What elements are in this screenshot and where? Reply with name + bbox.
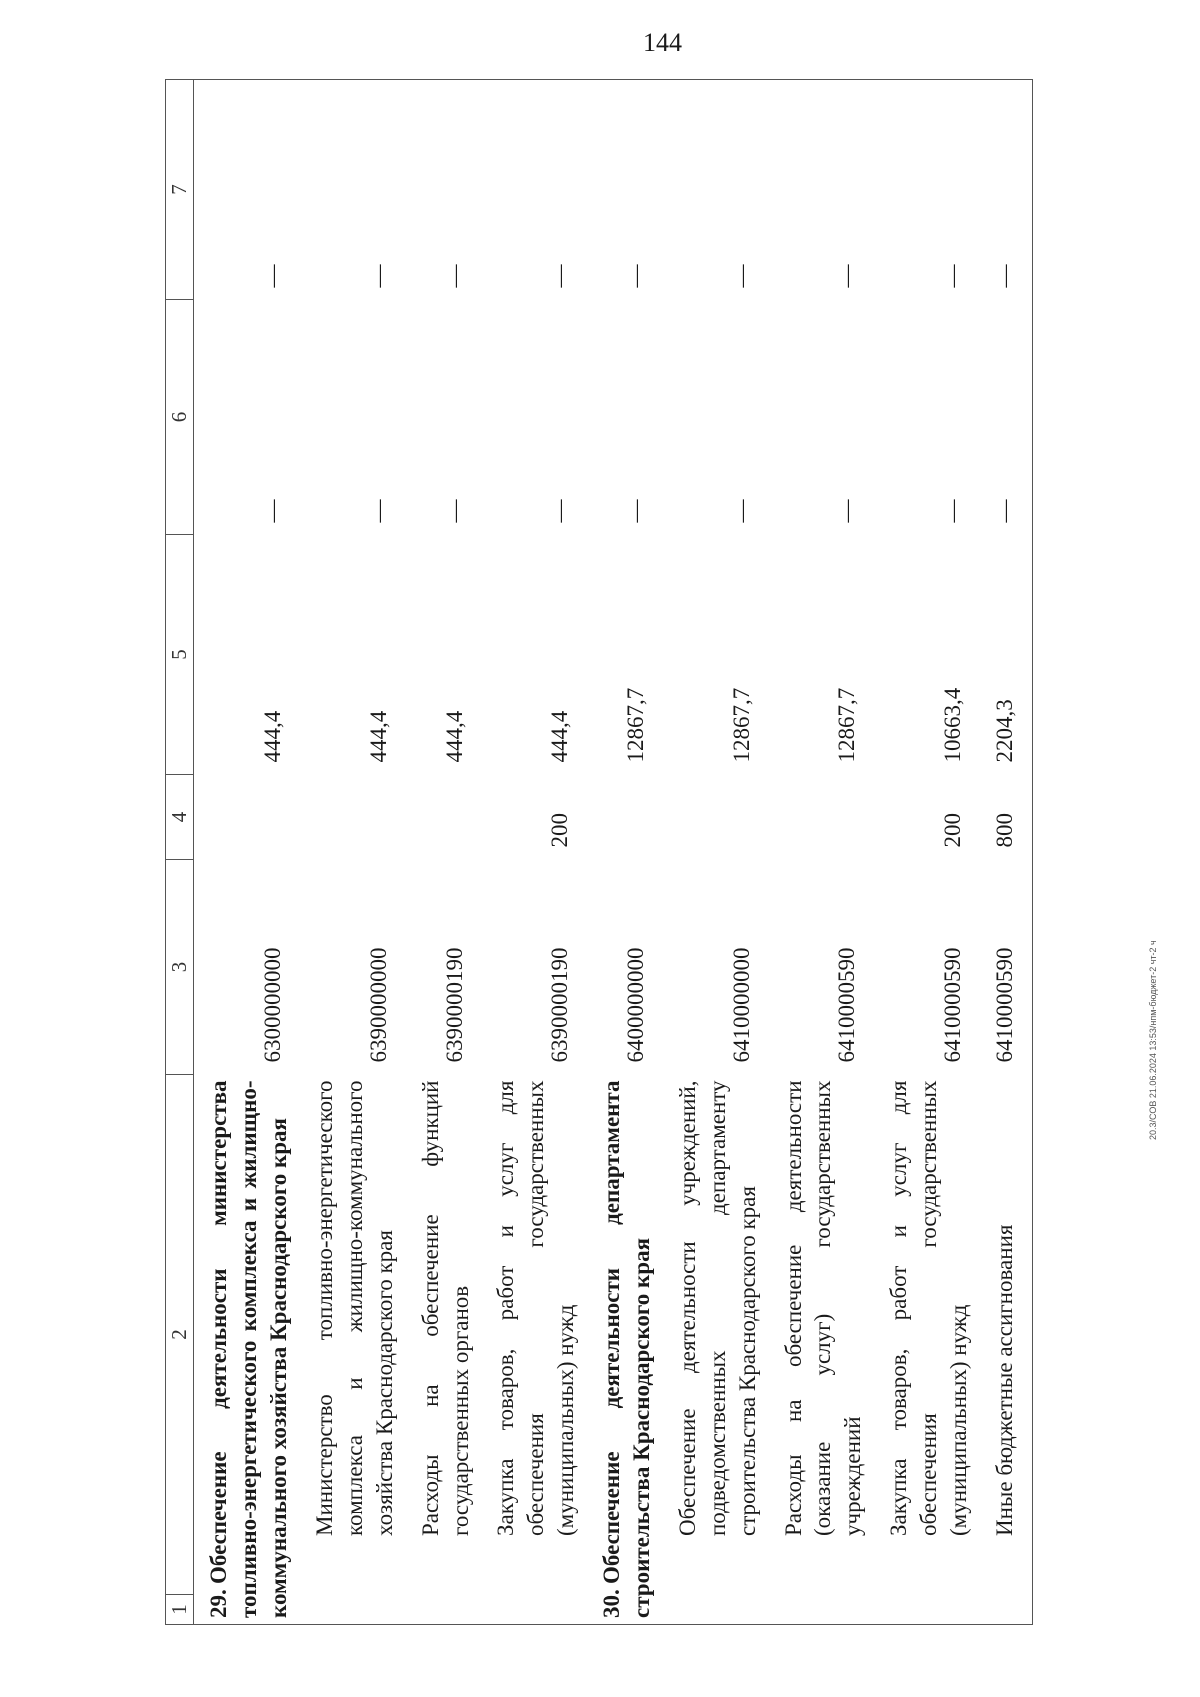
row-description-cell: [663, 1075, 769, 1625]
column-header: 4: [166, 775, 194, 860]
target-article-code: 6390000190: [547, 947, 573, 1063]
column-6-dash: —: [834, 499, 860, 523]
column-header: 6: [166, 300, 194, 535]
target-article-code: 6410000590: [980, 860, 1032, 1075]
amount-value: 444,4: [260, 710, 286, 763]
table-row: [300, 80, 406, 1625]
row-description-cell: [587, 1075, 663, 1625]
row-description-cell: [481, 1075, 587, 1625]
document-stamp: 20.3/СОВ 21.06.2024 13:53/нпм-бюджет-2 чт-2 ч: [1148, 940, 1158, 1140]
target-article-code: 6390000190: [441, 947, 467, 1063]
column-number-row: [166, 80, 194, 1625]
column-6-dash: —: [622, 499, 648, 523]
row-description-cell: [874, 1075, 980, 1625]
budget-table: [165, 79, 1033, 1625]
table-row: [481, 80, 587, 1625]
column-7-dash: —: [769, 80, 875, 300]
target-article-code: 6390000000: [365, 947, 391, 1063]
row-description: Закупка товаров, работ и услуг для обеспечения государственных (муниципальных) нужд: [493, 1080, 579, 1536]
row-description: Расходы на обеспечение деятельности (оказание услуг) государственных учреждений: [780, 1080, 866, 1536]
table-row: [769, 80, 875, 1625]
column-header: 3: [166, 860, 194, 1075]
expense-type-code: 800: [980, 775, 1032, 860]
amount-value: 10663,4: [940, 687, 965, 763]
column-header: 2: [166, 1075, 194, 1595]
column-7-dash: —: [587, 80, 663, 300]
table-row: [874, 80, 980, 1625]
column-6-dash: —: [441, 499, 467, 523]
table-row: [587, 80, 663, 1625]
expense-type-code: [194, 775, 300, 860]
table-row: [663, 80, 769, 1625]
column-6-dash: —: [547, 499, 573, 523]
column-7-dash: —: [980, 80, 1032, 300]
column-6-dash: —: [980, 300, 1032, 535]
expense-type-code: [769, 775, 875, 860]
column-7-dash: —: [406, 80, 482, 300]
column-6-dash: —: [260, 499, 286, 523]
table-row: [980, 80, 1032, 1625]
target-article-code: 6400000000: [622, 947, 648, 1063]
table-row: [406, 80, 482, 1625]
row-description: Обеспечение деятельности учреждений, подведомственных департаменту строительства Краснодарского края: [674, 1080, 760, 1536]
column-6-dash: —: [940, 499, 965, 523]
amount-value: 12867,7: [728, 687, 754, 763]
column-7-dash: —: [481, 80, 587, 300]
row-description: Министерство топливно-энергетического комплекса и жилищно-коммунального хозяйства Краснодарского края: [311, 1080, 397, 1536]
column-header: 7: [166, 80, 194, 300]
column-7-dash: —: [194, 80, 300, 300]
row-description: Обеспечение деятельности департамента строительства Краснодарского края: [599, 1080, 654, 1618]
target-article-code: 6410000000: [728, 947, 754, 1063]
row-description-cell: [194, 1075, 300, 1625]
column-6-dash: —: [365, 499, 391, 523]
expense-type-code: [587, 775, 663, 860]
amount-value: 444,4: [547, 710, 573, 763]
item-number: 30.: [599, 1589, 625, 1618]
rotated-table-container: [165, 80, 1105, 1625]
column-7-dash: —: [300, 80, 406, 300]
expense-type-code: 200: [547, 813, 573, 848]
target-article-code: 6410000590: [940, 947, 965, 1063]
target-article-code: 6300000000: [260, 947, 286, 1063]
amount-value: 444,4: [365, 710, 391, 763]
expense-type-code: [300, 775, 406, 860]
column-header: 1: [166, 1595, 194, 1625]
row-description-cell: [980, 1075, 1032, 1625]
expense-type-code: 200: [940, 813, 965, 848]
row-description: Закупка товаров, работ и услуг для обеспечения государственных (муниципальных) нужд: [886, 1080, 971, 1536]
column-6-dash: —: [728, 499, 754, 523]
column-7-dash: —: [874, 80, 980, 300]
row-description-cell: [406, 1075, 482, 1625]
row-description: Иные бюджетные ассигнования: [991, 1224, 1017, 1536]
amount-value: 12867,7: [622, 687, 648, 763]
column-7-dash: —: [663, 80, 769, 300]
row-description-cell: [300, 1075, 406, 1625]
row-description: Обеспечение деятельности министерства топливно-энергетического комплекса и жилищно-коммунального хозяйства Краснодарского края: [206, 1080, 292, 1618]
expense-type-code: [406, 775, 482, 860]
amount-value: 444,4: [441, 710, 467, 763]
target-article-code: 6410000590: [834, 947, 860, 1063]
table-row: [194, 80, 300, 1625]
expense-type-code: [663, 775, 769, 860]
amount-value: 2204,3: [980, 535, 1032, 775]
row-description: Расходы на обеспечение функций государственных органов: [417, 1080, 473, 1536]
amount-value: 12867,7: [834, 687, 860, 763]
row-description-cell: [769, 1075, 875, 1625]
column-header: 5: [166, 535, 194, 775]
page-number: 144: [643, 28, 682, 57]
item-number: 29.: [206, 1589, 232, 1618]
